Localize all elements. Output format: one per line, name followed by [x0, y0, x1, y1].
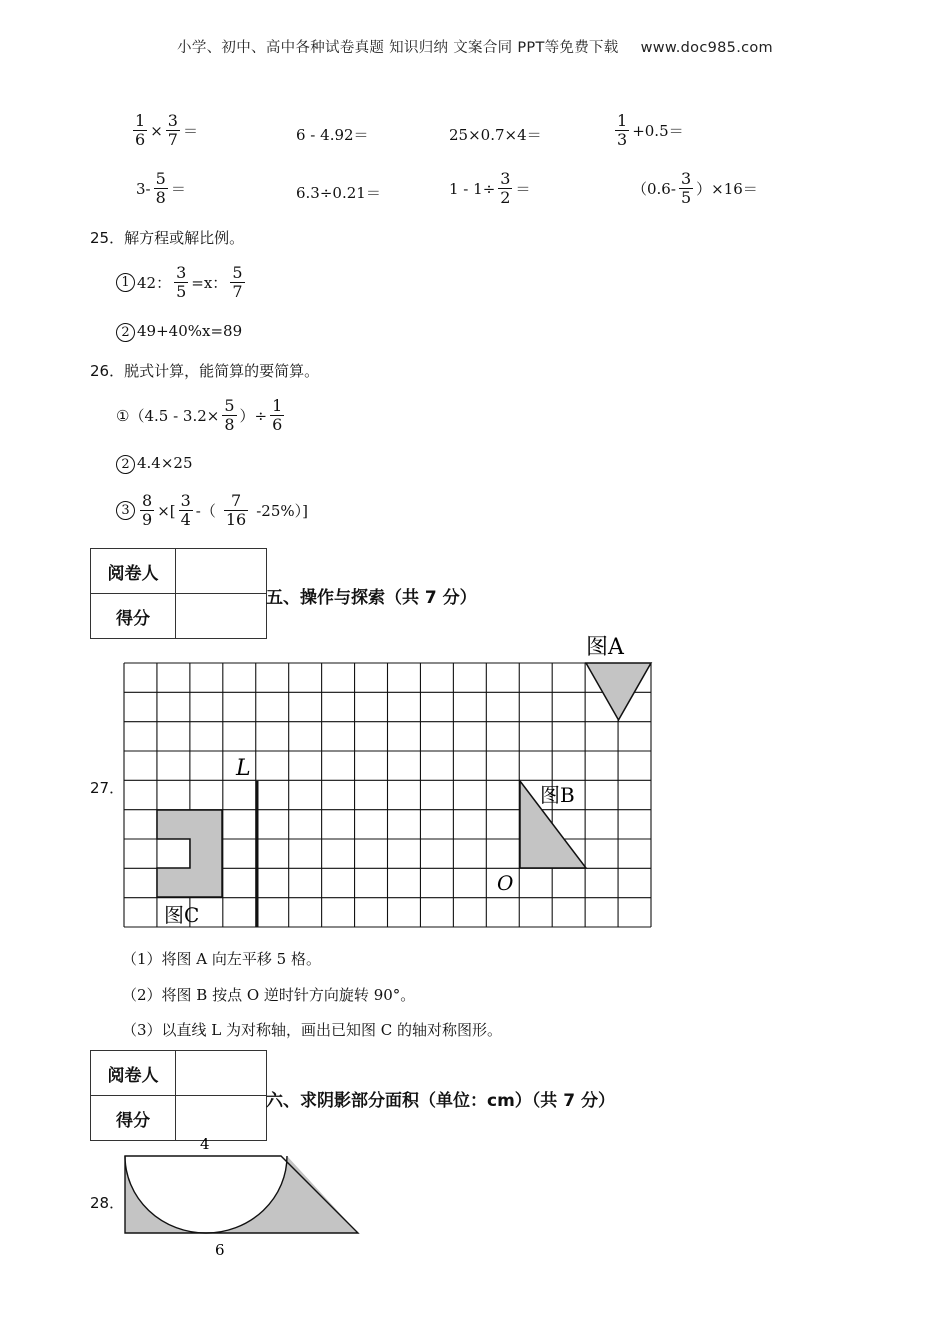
- q28-number: 28．: [90, 1194, 125, 1212]
- fraction: $\frac{5}{8}$: [155, 169, 166, 208]
- top-length-label: 4: [200, 1135, 210, 1153]
- reviewer-cell[interactable]: [176, 1051, 267, 1096]
- fraction: $\frac{3}{5}$: [176, 263, 187, 302]
- q27-grid-figure: [120, 630, 660, 930]
- circled-number: 2: [116, 323, 135, 342]
- fraction: $\frac{3}{7}$: [167, 111, 178, 150]
- fraction: $\frac{1}{6}$: [272, 396, 283, 435]
- fraction: $\frac{7}{16}$: [225, 491, 247, 530]
- shape-a: [586, 663, 651, 720]
- shape-c: [157, 810, 222, 897]
- shaded-region: [125, 1156, 358, 1233]
- q26-title: 26．脱式计算，能简算的要简算。: [90, 362, 320, 380]
- page-header: [0, 36, 950, 57]
- score-label: 得分: [91, 1096, 176, 1141]
- q27-number: 27．: [90, 779, 125, 797]
- circled-number: 2: [116, 455, 135, 474]
- bottom-length-label: 6: [215, 1241, 225, 1259]
- q27-task-1: （1）将图 A 向左平移 5 格。: [122, 950, 321, 968]
- fraction: $\frac{3}{2}$: [500, 169, 511, 208]
- reviewer-label: 阅卷人: [91, 1051, 176, 1096]
- calc-r1c4: $\frac{1}{3}$ +0.5＝: [617, 111, 684, 150]
- label-b: 图B: [540, 783, 575, 807]
- header-text: 小学、初中、高中各种试卷真题 知识归纳 文案合同 PPT等免费下载: [177, 40, 619, 56]
- header-url[interactable]: www.doc985.com: [640, 40, 773, 56]
- q26-item1: ① （4.5 - 3.2× $\frac{5}{8}$ ）÷ $\frac{1}{6}$: [116, 396, 283, 435]
- score-box-5: [90, 548, 267, 639]
- q25-item1: 1 42： $\frac{3}{5}$ =x： $\frac{5}{7}$: [116, 264, 248, 302]
- fraction: $\frac{5}{7}$: [232, 263, 243, 302]
- reviewer-label: 阅卷人: [91, 549, 176, 594]
- calc-r1c3: 25×0.7×4＝: [449, 126, 542, 144]
- fraction: $\frac{1}{3}$: [617, 111, 628, 150]
- section-5-title: 五、操作与探索（共 7 分）: [266, 588, 477, 608]
- circled-number: 1: [116, 273, 135, 292]
- circled-number: 3: [116, 501, 135, 520]
- q27-task-2: （2）将图 B 按点 O 逆时针方向旋转 90°。: [122, 986, 416, 1004]
- q26-item2: 2 4.4×25: [116, 454, 193, 474]
- calc-r2c2: 6.3÷0.21＝: [296, 184, 381, 202]
- q26-item3: 3 $\frac{8}{9}$ ×[ $\frac{3}{4}$ -（ $\frac{7}{16}$ -25%）]: [116, 492, 308, 530]
- fraction: $\frac{1}{6}$: [135, 111, 146, 150]
- fraction: $\frac{3}{4}$: [180, 491, 191, 530]
- label-c: 图C: [164, 903, 200, 927]
- label-o: O: [497, 871, 514, 895]
- label-a: 图A: [586, 635, 624, 660]
- calc-r2c1: 3- $\frac{5}{8}$ ＝: [136, 169, 186, 208]
- calc-r1c1: $\frac{1}{6}$ × $\frac{3}{7}$ ＝: [135, 111, 198, 150]
- q28-figure: [118, 1132, 368, 1262]
- label-l: L: [236, 756, 251, 781]
- calc-r2c3: 1 - 1÷ $\frac{3}{2}$ ＝: [449, 169, 531, 208]
- calc-r2c4: （0.6- $\frac{3}{5}$ ）×16＝: [632, 169, 758, 208]
- q25-item2: 2 49+40%x=89: [116, 322, 242, 342]
- fraction: $\frac{3}{5}$: [680, 169, 692, 208]
- fraction: $\frac{8}{9}$: [142, 491, 153, 530]
- reviewer-cell[interactable]: [176, 549, 267, 594]
- q27-task-3: （3）以直线 L 为对称轴，画出已知图 C 的轴对称图形。: [122, 1021, 503, 1039]
- q25-title: 25．解方程或解比例。: [90, 229, 245, 247]
- calc-r1c2: 6 - 4.92＝: [296, 126, 369, 144]
- score-box-6: [90, 1050, 267, 1141]
- section-6-title: 六、求阴影部分面积（单位：cm）（共 7 分）: [266, 1091, 615, 1111]
- fraction: $\frac{5}{8}$: [224, 396, 235, 435]
- score-label: 得分: [91, 594, 176, 639]
